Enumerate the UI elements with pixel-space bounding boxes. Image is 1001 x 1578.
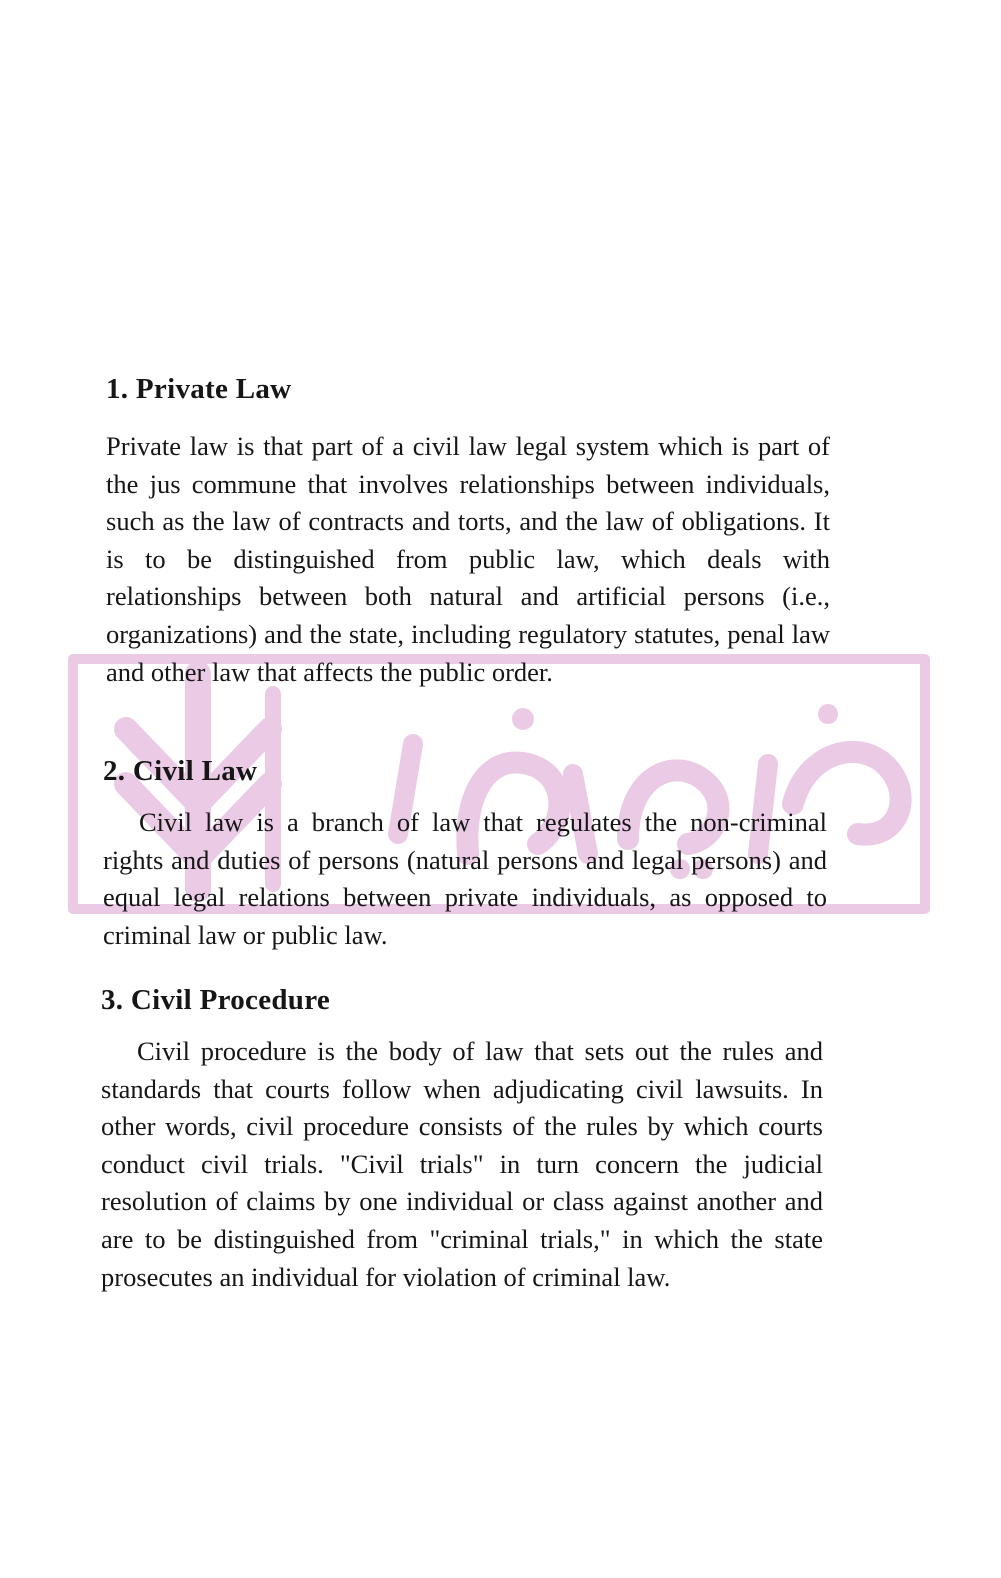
section-paragraph: Civil law is a branch of law that regulates the non-criminal rights and duties of persons (natural persons and legal persons) and equal legal relations between private individuals, as opposed to criminal law or public law. [103,807,827,950]
section-private-law [106,372,830,691]
section-civil-law [103,754,827,954]
section-heading: 2. Civil Law [103,755,258,787]
section-paragraph: Civil procedure is the body of law that sets out the rules and standards that courts follow when adjudicating civil lawsuits. In other words, civil procedure consists of the rules by which courts conduct civil trials. "Civil trials" in turn concern the judicial resolution of claims by one individual or class against another and are to be distinguished from "criminal trials," in which the state prosecutes an individual for violation of criminal law. [101,1036,823,1292]
section-heading: 1. Private Law [106,373,292,405]
section-paragraph: Private law is that part of a civil law legal system which is part of the jus commune that involves relationships between individuals, such as the law of contracts and torts, and the law of obligations. It is to be distinguished from public law, which deals with relationships between both natural and artificial persons (i.e., organizations) and the state, including regulatory statutes, penal law and other law that affects the public order. [106,431,830,687]
section-heading: 3. Civil Procedure [101,984,331,1016]
section-civil-procedure [101,983,823,1296]
